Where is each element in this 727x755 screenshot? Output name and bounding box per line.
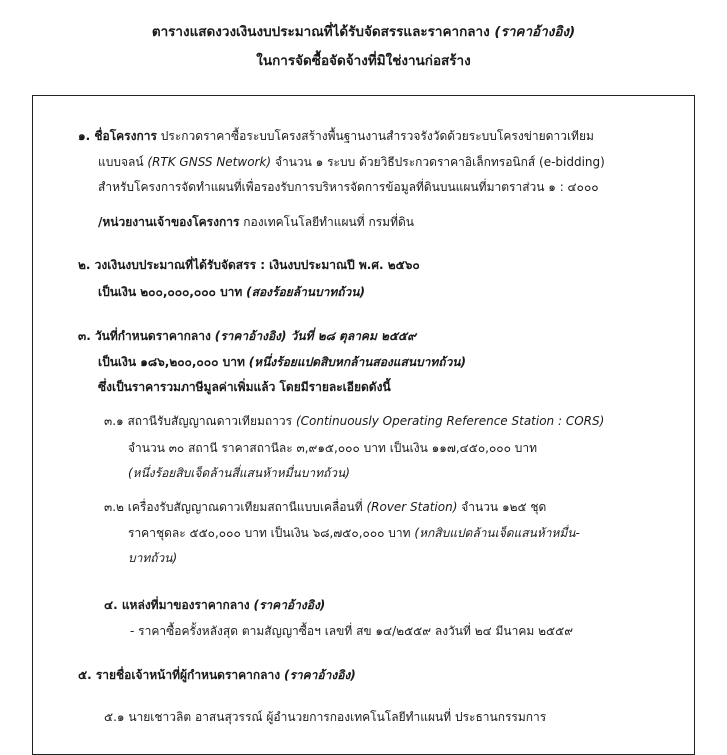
section-2-line-2 bbox=[98, 285, 365, 300]
item-3-2-text: ๓.๒ เครื่องรับสัญญาณดาวเทียมสถานีแบบเคลื่อนที่ bbox=[104, 500, 363, 514]
median-price: เป็นเงิน ๑๘๖,๒๐๐,๐๐๐ บาท bbox=[98, 355, 245, 369]
item-3-2-italic: (หกสิบแปดล้านเจ็ดแสนห้าหมื่น- bbox=[414, 526, 580, 540]
owner-value: กองเทคโนโลยีทำแผนที่ กรมที่ดิน bbox=[243, 215, 414, 229]
item-3-1-line-2: จำนวน ๓๐ สถานี ราคาสถานีละ ๓,๙๑๕,๐๐๐ บาท เป็นเงิน ๑๑๗,๔๕๐,๐๐๐ บาท bbox=[128, 441, 538, 455]
title-text: ตารางแสดงวงเงินงบประมาณที่ได้รับจัดสรรและราคากลาง bbox=[151, 24, 490, 40]
median-price-words: (หนึ่งร้อยแปดสิบหกล้านสองแสนบาทถ้วน) bbox=[248, 355, 466, 369]
section-3-heading bbox=[78, 329, 416, 344]
section-4-heading bbox=[104, 598, 325, 613]
item-3-2-line-2 bbox=[128, 526, 580, 541]
section-1-text: จำนวน ๑ ระบบ ด้วยวิธีประกวดราคาอิเล็กทรอนิกส์ (e-bidding) bbox=[274, 155, 605, 169]
item-3-1-line-1 bbox=[104, 414, 604, 429]
section-1-italic: (RTK GNSS Network) bbox=[147, 155, 272, 169]
item-3-1-line-3: (หนึ่งร้อยสิบเจ็ดล้านสี่แสนห้าหมื่นบาทถ้วน) bbox=[128, 466, 350, 480]
section-1-text: ประกวดราคาซื้อระบบโครงสร้างพื้นฐานงานสำรวจรังวัดด้วยระบบโครงข่ายดาวเทียม bbox=[160, 129, 594, 143]
item-3-2-line-1 bbox=[104, 500, 546, 515]
section-2-heading: ๒. วงเงินงบประมาณที่ได้รับจัดสรร : เงินงบประมาณปี พ.ศ. ๒๕๖๐ bbox=[78, 258, 420, 272]
section-1-line-4 bbox=[98, 215, 414, 230]
section-5-heading bbox=[78, 668, 356, 683]
item-3-2-italic: (Rover Station) bbox=[366, 500, 458, 514]
section-5-line-2: ๕.๑ นายเชาวลิต อาสนสุวรรณ์ ผู้อำนวยการกองเทคโนโลยีทำแผนที่ ประธานกรรมการ bbox=[104, 710, 547, 724]
title-italic: (ราคาอ้างอิง) bbox=[494, 24, 576, 40]
budget-words: (สองร้อยล้านบาทถ้วน) bbox=[246, 285, 365, 299]
item-3-2-text: ราคาชุดละ ๕๕๐,๐๐๐ บาท เป็นเงิน ๖๘,๗๕๐,๐๐๐ บาท bbox=[128, 526, 411, 540]
item-3-2-line-3: บาทถ้วน) bbox=[128, 551, 178, 565]
section-3-line-2 bbox=[98, 355, 466, 370]
section-3-label: ๓. วันที่กำหนดราคากลาง bbox=[78, 329, 211, 343]
section-1-line-3: สำหรับโครงการจัดทำแผนที่เพื่อรองรับการบริหารจัดการข้อมูลที่ดินบนแผนที่มาตราส่วน ๑ : ๔๐๐๐ bbox=[98, 180, 599, 194]
section-5-italic: (ราคาอ้างอิง) bbox=[283, 668, 356, 682]
item-3-1-text: ๓.๑ สถานีรับสัญญาณดาวเทียมถาวร bbox=[104, 414, 293, 428]
item-3-2-text: จำนวน ๑๒๕ ชุด bbox=[461, 500, 547, 514]
owner-label: /หน่วยงานเจ้าของโครงการ bbox=[98, 215, 240, 229]
section-3-date: (ราคาอ้างอิง) วันที่ ๒๘ ตุลาคม ๒๕๕๙ bbox=[214, 329, 416, 343]
budget-amount: เป็นเงิน ๒๐๐,๐๐๐,๐๐๐ บาท bbox=[98, 285, 243, 299]
section-4-label: ๔. แหล่งที่มาของราคากลาง bbox=[104, 598, 250, 612]
section-4-line-2: - ราคาซื้อครั้งหลังสุด ตามสัญญาซื้อฯ เลขที่ สข ๑๔/๒๕๕๙ ลงวันที่ ๒๔ มีนาคม ๒๕๕๙ bbox=[130, 624, 573, 638]
section-1-heading: ๑. ชื่อโครงการ bbox=[78, 129, 157, 143]
page-title bbox=[0, 24, 727, 41]
section-1-text: แบบจลน์ bbox=[98, 155, 144, 169]
section-4-italic: (ราคาอ้างอิง) bbox=[253, 598, 326, 612]
section-1-line-2 bbox=[98, 155, 605, 170]
section-5-label: ๕. รายชื่อเจ้าหน้าที่ผู้กำหนดราคากลาง bbox=[78, 668, 281, 682]
page-subtitle: ในการจัดซื้อจัดจ้างที่มิใช่งานก่อสร้าง bbox=[256, 53, 471, 69]
item-3-1-italic: (Continuously Operating Reference Station : CORS) bbox=[295, 414, 605, 428]
section-3-line-3: ซึ่งเป็นราคารวมภาษีมูลค่าเพิ่มแล้ว โดยมีรายละเอียดดังนี้ bbox=[98, 380, 391, 394]
section-1-line-1 bbox=[78, 129, 594, 144]
